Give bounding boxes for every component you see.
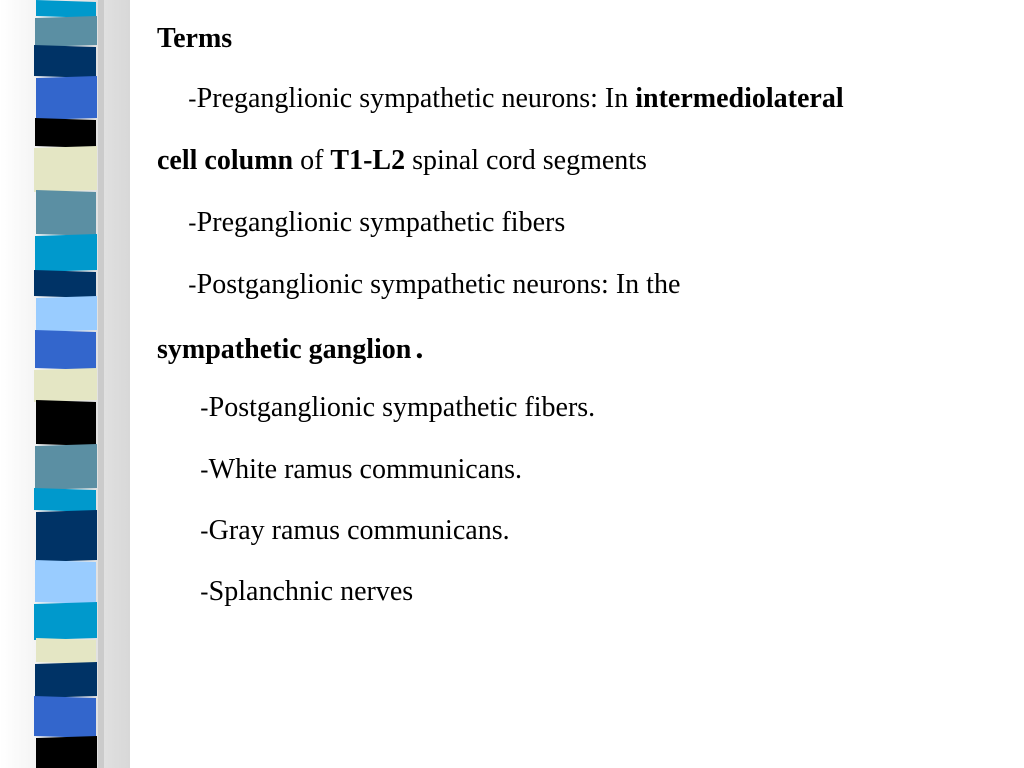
item-text: Gray ramus communicans.	[208, 515, 510, 546]
dash-bullet: -	[200, 517, 209, 545]
dash-bullet: -	[200, 394, 209, 422]
period: .	[415, 329, 424, 365]
dash-bullet: -	[200, 456, 209, 484]
item-text: Postganglionic sympathetic fibers.	[208, 392, 596, 423]
dash-bullet: -	[188, 271, 197, 299]
list-item-continuation	[157, 144, 647, 178]
dash-bullet: -	[200, 578, 209, 606]
heading: Terms	[157, 23, 233, 54]
item-text: spinal cord segments	[405, 145, 647, 176]
dash-bullet: -	[188, 85, 197, 113]
list-item	[188, 268, 680, 302]
item-text: Preganglionic sympathetic neurons: In	[196, 83, 636, 114]
item-text: Splanchnic nerves	[208, 576, 414, 607]
item-text: Preganglionic sympathetic fibers	[196, 207, 566, 238]
item-text: Postganglionic sympathetic neurons: In the	[196, 269, 681, 300]
item-text: of	[293, 145, 331, 176]
dash-bullet: -	[188, 209, 197, 237]
list-item-continuation	[157, 330, 423, 367]
item-bold: sympathetic ganglion	[157, 334, 412, 365]
list-item	[200, 514, 510, 548]
item-bold: T1-L2	[330, 145, 406, 176]
list-item	[200, 391, 595, 425]
list-item	[200, 453, 522, 487]
list-item	[200, 575, 413, 609]
list-item	[188, 82, 844, 116]
item-bold: cell column	[157, 145, 294, 176]
list-item	[188, 206, 565, 240]
item-text: White ramus communicans.	[208, 454, 523, 485]
item-bold: intermediolateral	[635, 83, 844, 114]
